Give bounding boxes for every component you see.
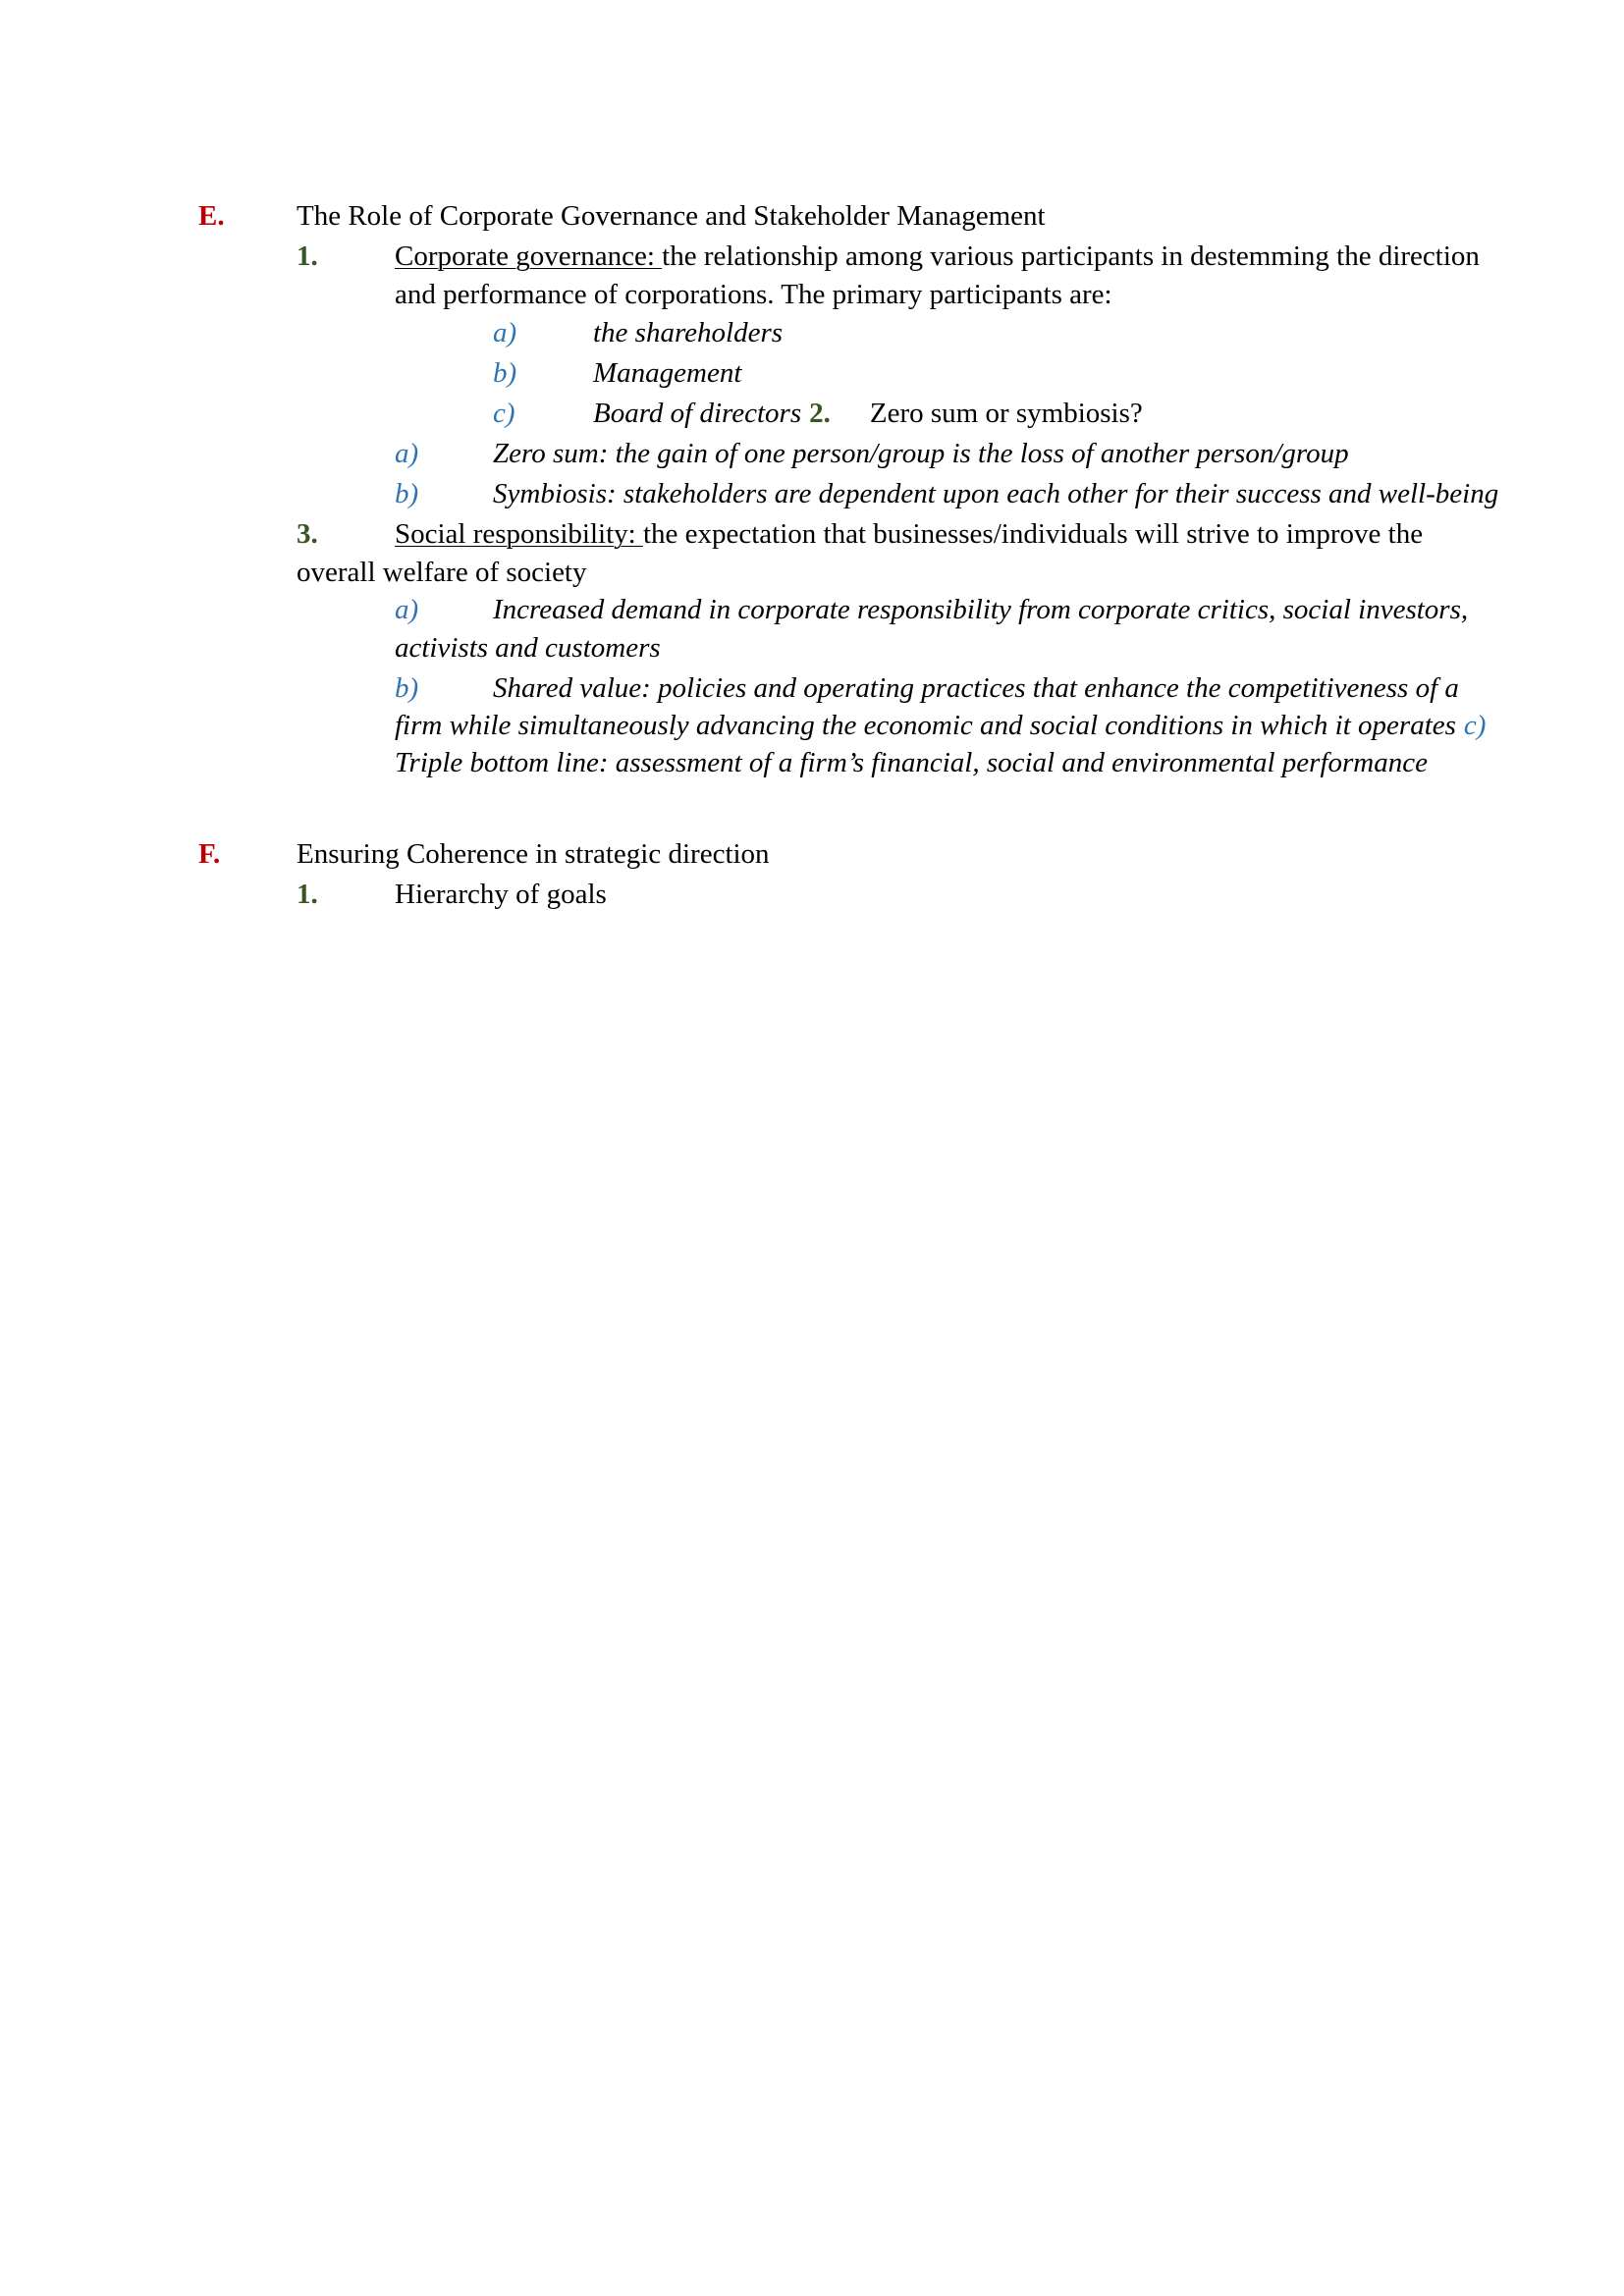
- sub-item-text: Zero sum: the gain of one person/group is the loss of another person/group: [493, 438, 1349, 469]
- section-e-title: The Role of Corporate Governance and Stakeholder Management: [297, 200, 1046, 232]
- sub-item-label: b): [493, 357, 517, 389]
- sub-item-text-continued: firm while simultaneously advancing the economic and social conditions in which it operates: [395, 710, 1456, 741]
- sub-item-text: Triple bottom line: assessment of a firm’s financial, social and environmental performance: [395, 747, 1428, 778]
- sub-item-label: c): [1463, 710, 1487, 741]
- sub-item-text: Board of directors: [593, 398, 802, 429]
- social-responsibility-term: Social responsibility:: [395, 518, 643, 550]
- item-3-line2: overall welfare of society: [297, 557, 587, 588]
- sub-item-text: the shareholders: [593, 317, 784, 348]
- section-f-title: Ensuring Coherence in strategic direction: [297, 838, 770, 870]
- corporate-governance-term: Corporate governance:: [395, 240, 663, 272]
- sub-item-c-line: [593, 400, 1143, 428]
- sub-item-label: a): [395, 438, 419, 469]
- sub-item-label: a): [493, 317, 517, 348]
- section-e-letter: E.: [198, 200, 225, 232]
- section-f-item-1-number: 1.: [297, 879, 318, 910]
- sub-item-b-line2: [395, 712, 1486, 740]
- item-1-line2: and performance of corporations. The primary participants are:: [395, 279, 1112, 310]
- item-2-number: 2.: [809, 398, 831, 429]
- sub-item-label: b): [395, 478, 419, 509]
- sub-item-text-continued: activists and customers: [395, 632, 661, 664]
- sub-item-label: c): [493, 398, 515, 429]
- section-f-letter: F.: [198, 838, 221, 870]
- section-f-item-1-text: Hierarchy of goals: [395, 879, 607, 910]
- item-2-title: Zero sum or symbiosis?: [869, 398, 1143, 429]
- item-1-line1: [395, 242, 1480, 271]
- sub-item-text: Increased demand in corporate responsibility from corporate critics, social investors,: [493, 594, 1469, 625]
- sub-item-text: Symbiosis: stakeholders are dependent upon each other for their success and well-being: [493, 478, 1499, 509]
- sub-item-label: a): [395, 594, 419, 625]
- corporate-governance-definition: the relationship among various participants in destemming the direction: [662, 240, 1480, 272]
- item-3-line1: [395, 520, 1423, 549]
- sub-item-text: Management: [593, 357, 742, 389]
- item-1-number: 1.: [297, 240, 318, 272]
- item-3-number: 3.: [297, 518, 318, 550]
- sub-item-label: b): [395, 672, 419, 704]
- sub-item-text: Shared value: policies and operating practices that enhance the competitiveness of a: [493, 672, 1459, 704]
- social-responsibility-definition: the expectation that businesses/individuals will strive to improve the: [642, 518, 1424, 550]
